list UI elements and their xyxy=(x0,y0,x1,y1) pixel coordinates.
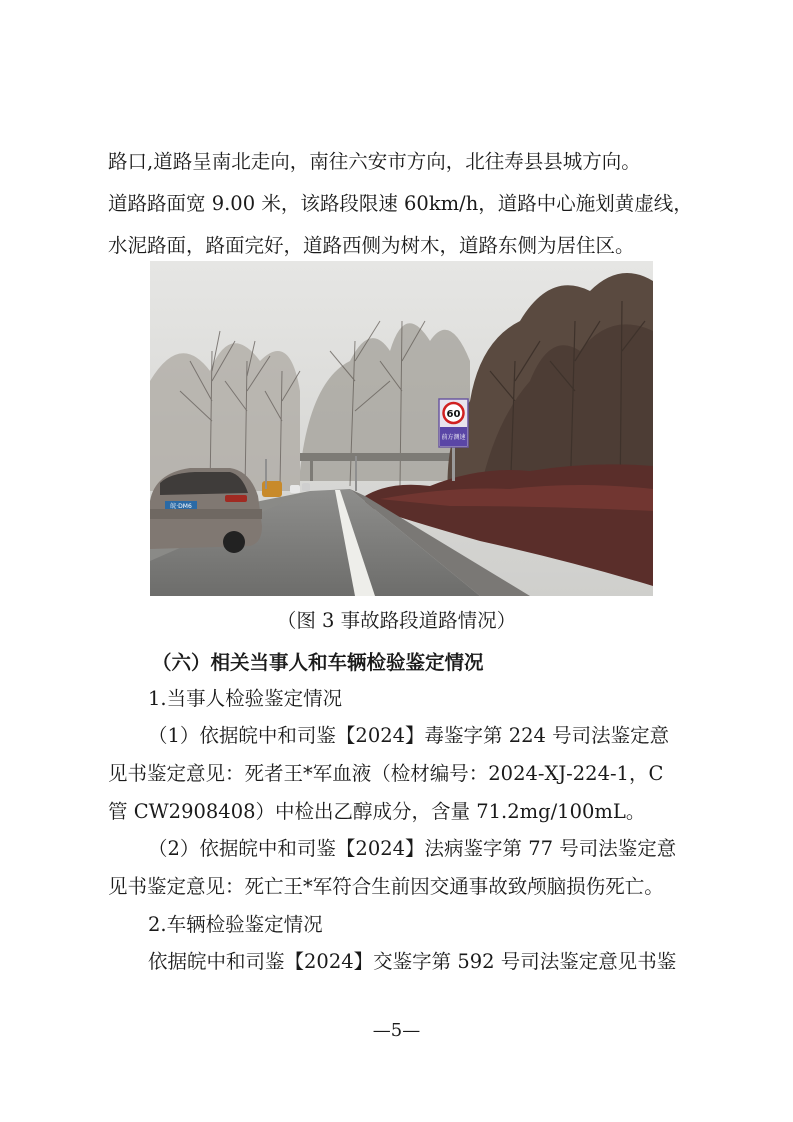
section-heading: （六）相关当事人和车辆检验鉴定情况 xyxy=(152,651,484,674)
speed-limit-number: 60 xyxy=(446,409,461,420)
text-line: 路口,道路呈南北走向，南往六安市方向，北往寿县县城方向。 xyxy=(108,150,641,173)
page-number: —5— xyxy=(372,1020,421,1041)
subsection-heading: 2.车辆检验鉴定情况 xyxy=(148,913,323,936)
text-line: （2）依据皖中和司鉴【2024】法病鉴字第 77 号司法鉴定意 xyxy=(148,837,677,860)
text-line: 道路路面宽 9.00 米，该路段限速 60km/h，道路中心施划黄虚线， xyxy=(108,192,693,215)
text-line: （1）依据皖中和司鉴【2024】毒鉴字第 224 号司法鉴定意 xyxy=(148,724,670,747)
figure-caption: （图 3 事故路段道路情况） xyxy=(276,609,517,632)
text-line: 见书鉴定意见：死亡王*军符合生前因交通事故致颅脑损伤死亡。 xyxy=(108,875,664,898)
speed-camera-caption: 前方测速 xyxy=(441,434,466,441)
road-scene-photo xyxy=(150,261,653,596)
subsection-heading: 1.当事人检验鉴定情况 xyxy=(148,687,343,710)
text-line: 水泥路面，路面完好，道路西侧为树木，道路东侧为居住区。 xyxy=(108,234,635,257)
text-line: 见书鉴定意见：死者王*军血液（检材编号：2024-XJ-224-1，C xyxy=(108,762,664,785)
text-line: 依据皖中和司鉴【2024】交鉴字第 592 号司法鉴定意见书鉴 xyxy=(148,950,677,973)
license-plate: 皖·DM6 xyxy=(170,503,192,510)
text-line: 管 CW2908408）中检出乙醇成分，含量 71.2mg/100mL。 xyxy=(108,800,646,823)
